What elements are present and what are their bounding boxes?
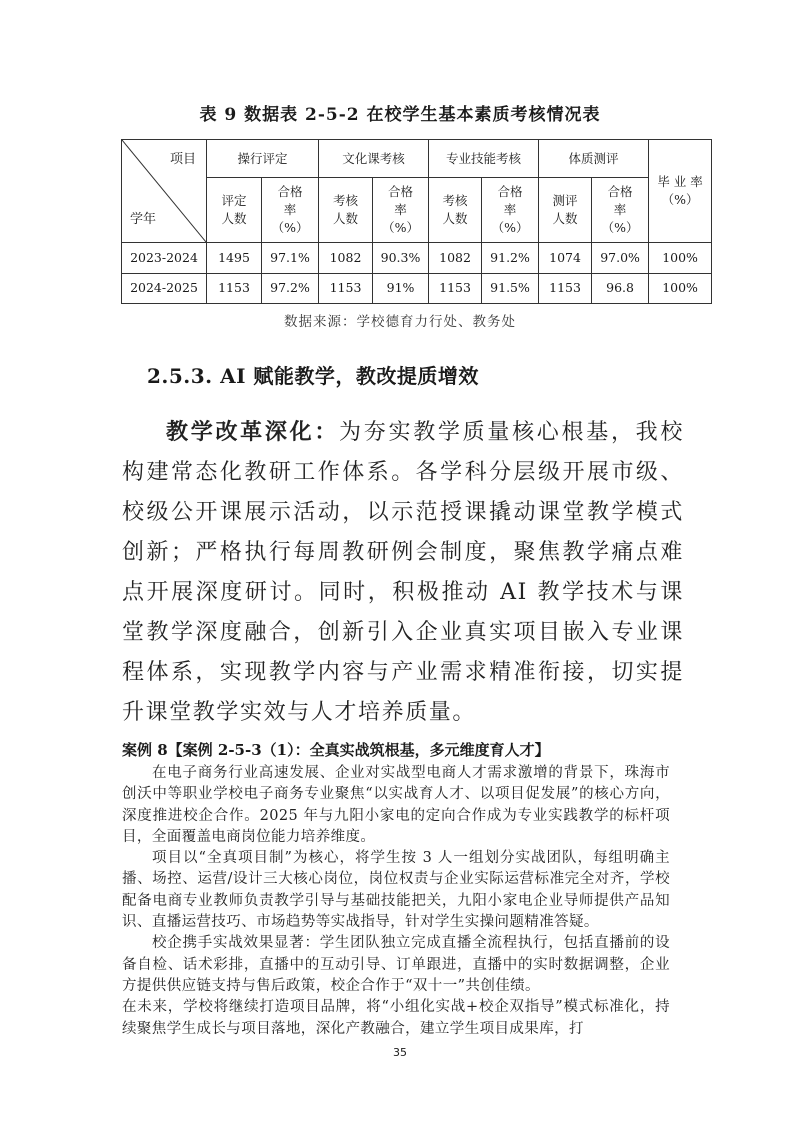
sub-header-line: 评定: [221, 193, 247, 209]
table-title: 表 9 数据表 2-5-2 在校学生基本素质考核情况表: [199, 105, 601, 125]
cell: 100%: [649, 274, 712, 304]
sub-header-line: 人数: [552, 211, 578, 227]
case-paragraph: 在未来，学校将继续打造项目品牌，将“小组化实战+校企双指导”模式标准化，持续聚焦学生成长与项目落地，深化产教融合，建立学生项目成果库，打: [122, 999, 670, 1037]
body-paragraph: [122, 412, 684, 733]
group-header: 体质测评: [539, 140, 649, 178]
cell: 1153: [319, 274, 373, 304]
sub-header-line: （%）: [382, 220, 419, 236]
cell: 96.8: [592, 274, 649, 304]
quality-assessment-table: [121, 139, 712, 304]
sub-header-line: 人数: [221, 211, 247, 227]
sub-header-line: 人数: [442, 211, 468, 227]
sub-header-line: 合格: [277, 183, 303, 199]
corner-label-year: 学年: [130, 212, 157, 227]
paragraph-lead: 教学改革深化：: [166, 419, 340, 445]
cell: 1153: [539, 274, 592, 304]
sub-header: [319, 178, 373, 243]
cell: 1074: [539, 243, 592, 274]
sub-header-line: 率: [503, 202, 517, 218]
sub-header: [592, 178, 649, 243]
group-header: 文化课考核: [319, 140, 429, 178]
graduation-rate-header: [649, 140, 712, 243]
section-heading: 2.5.3. AI 赋能教学，教改提质增效: [147, 364, 479, 388]
sub-header: [373, 178, 429, 243]
cell: 97.0%: [592, 243, 649, 274]
cell: 91%: [373, 274, 429, 304]
sub-header: [482, 178, 539, 243]
paragraph-text: 为夯实教学质量核心根基，我校构建常态化教研工作体系。各学科分层级开展市级、校级公开课展示活动，以示范授课撬动课堂教学模式创新；严格执行每周教研例会制度，聚焦教学痛点难点开展深度研讨。同时，积极推动 AI 教学技术与课堂教学深度融合，创新引入企业真实项目嵌入专业课程体系，实现教学内容与产业需求精准衔接，切实提升课堂教学实效与人才培养质量。: [122, 420, 685, 725]
sub-header-line: 人数: [333, 211, 359, 227]
sub-header-line: 率: [394, 202, 407, 218]
cell: 1153: [429, 274, 482, 304]
cell: 91.2%: [482, 243, 539, 274]
sub-header-line: （%）: [271, 220, 309, 236]
sub-header-row: [122, 178, 712, 243]
cell: 1082: [319, 243, 373, 274]
graduation-header-line: 毕 业 率: [657, 173, 703, 189]
sub-header-line: 考核: [333, 193, 359, 209]
sub-header-line: 测评: [552, 193, 578, 209]
cell-year: 2023-2024: [122, 243, 207, 274]
cell: 1153: [207, 274, 262, 304]
sub-header: [429, 178, 482, 243]
cell: 90.3%: [373, 243, 429, 274]
corner-header-box: [122, 140, 206, 242]
group-header: 专业技能考核: [429, 140, 539, 178]
sub-header-line: 合格: [388, 183, 414, 199]
sub-header: [207, 178, 262, 243]
cell: 1082: [429, 243, 482, 274]
cell: 97.1%: [262, 243, 319, 274]
cell: 91.5%: [482, 274, 539, 304]
corner-header-cell: [122, 140, 207, 243]
group-header: 操行评定: [207, 140, 319, 178]
case-title: 案例 8【案例 2-5-3（1）：全真实战筑根基，多元维度育人才】: [122, 741, 550, 759]
sub-header-line: 合格: [607, 183, 633, 199]
case-paragraph: 在电子商务行业高速发展、企业对实战型电商人才需求激增的背景下，珠海市创沃中等职业学校电子商务专业聚焦“以实战育人才、以项目促发展”的核心方向，深度推进校企合作。2025 年与九阳小家电的定向合作成为专业实践教学的标杆项目，全面覆盖电商岗位能力培养维度。: [122, 765, 670, 845]
sub-header: [262, 178, 319, 243]
cell-year: 2024-2025: [122, 274, 207, 304]
graduation-header-line: （%）: [661, 192, 699, 207]
case-body: [122, 763, 670, 1040]
sub-header-line: 率: [283, 202, 297, 218]
sub-header-line: （%）: [491, 220, 529, 236]
sub-header-line: 合格: [497, 183, 523, 199]
case-paragraph: 校企携手实战效果显著：学生团队独立完成直播全流程执行，包括直播前的设备自检、话术彩排，直播中的互动引导、订单跟进，直播中的实时数据调整，企业方提供供应链支持与售后政策，校企合作于“双十一”共创佳绩。: [122, 935, 670, 994]
sub-header: [539, 178, 592, 243]
sub-header-line: 考核: [442, 193, 468, 209]
cell: 100%: [649, 243, 712, 274]
table-source-note: 数据来源：学校德育力行处、教务处: [284, 314, 516, 330]
page-number: 35: [393, 1046, 407, 1059]
table-row: [122, 274, 712, 304]
main-content: [122, 362, 684, 1040]
sub-header-line: 率: [613, 202, 627, 218]
sub-header-line: （%）: [601, 220, 639, 236]
cell: 97.2%: [262, 274, 319, 304]
table-row: [122, 243, 712, 274]
cell: 1495: [207, 243, 262, 274]
case-paragraph: 项目以“全真项目制”为核心，将学生按 3 人一组划分实战团队，每组明确主播、场控、运营/设计三大核心岗位，岗位权责与企业实际运营标准完全对齐，学校配备电商专业教师负责教学引导与基础技能把关，九阳小家电企业导师提供产品知识、直播运营技巧、市场趋势等实战指导，针对学生实操问题精准答疑。: [122, 850, 670, 931]
corner-label-item: 项目: [169, 152, 196, 167]
